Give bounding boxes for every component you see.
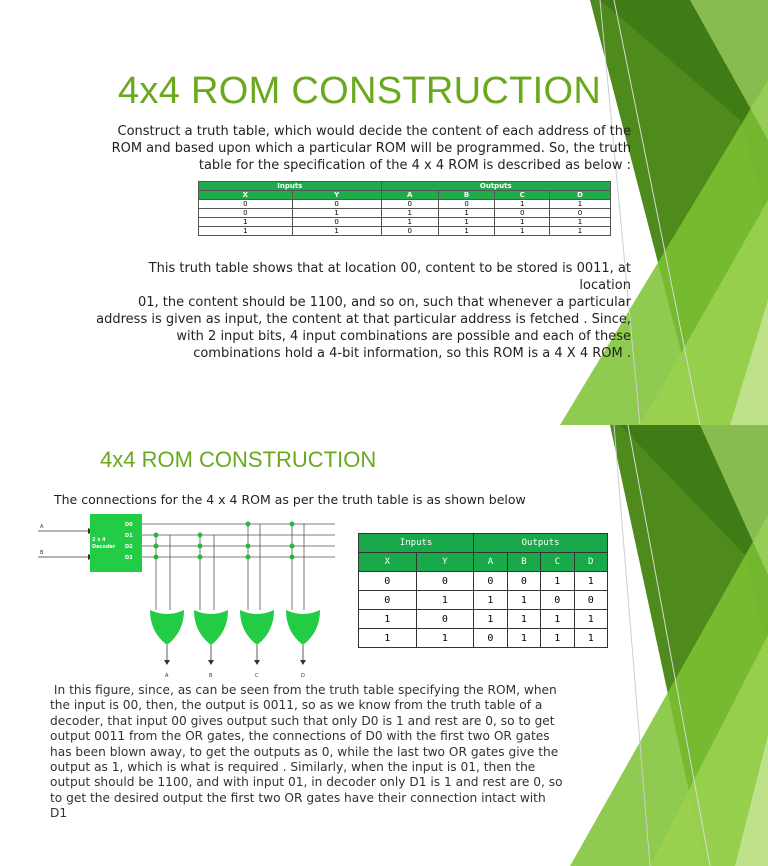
- table-row: [359, 572, 608, 591]
- decoder-block: [90, 514, 142, 572]
- table-cell: 1: [381, 209, 438, 218]
- slide-1-explanation: [95, 260, 631, 362]
- slide-2-subtitle: The connections for the 4 x 4 ROM as per the truth table is as shown below: [54, 492, 526, 507]
- explanation-line: has been blown away, to get the outputs as 0, while the last two OR gates give the: [50, 744, 559, 759]
- group-header-inputs: Inputs: [359, 534, 474, 553]
- column-header: X: [199, 191, 293, 200]
- table-row: [199, 209, 611, 218]
- decoder-output-label: D0: [125, 522, 133, 528]
- explanation-line: output 0011 from the OR gates, the connections of D0 with the first two OR gates: [50, 729, 550, 744]
- decoder-label-2: Decoder: [92, 544, 116, 550]
- table-cell: 1: [381, 218, 438, 227]
- table-cell: 1: [507, 591, 540, 610]
- table-cell: 0: [474, 572, 507, 591]
- table-cell: 0: [381, 200, 438, 209]
- table-row: [359, 591, 608, 610]
- table-cell: 1: [541, 629, 574, 648]
- intro-line: Construct a truth table, which would decide the content of each address of the: [117, 124, 631, 139]
- group-header-inputs: Inputs: [199, 182, 382, 191]
- table-cell: 0: [416, 572, 474, 591]
- explanation-line: address is given as input, the content at that particular address is fetched . Since,: [96, 312, 631, 327]
- explanation-line: the input is 00, then, the output is 0011, so as we know from the truth table of a: [50, 698, 543, 713]
- group-header-outputs: Outputs: [381, 182, 610, 191]
- or-gate: [286, 610, 320, 645]
- slide-1-title: 4x4 ROM CONSTRUCTION: [118, 70, 602, 112]
- table-cell: 1: [495, 200, 550, 209]
- table-cell: 0: [359, 591, 417, 610]
- table-cell: 1: [199, 218, 293, 227]
- table-row: [199, 200, 611, 209]
- table-cell: 0: [550, 209, 611, 218]
- table-cell: 0: [199, 209, 293, 218]
- table-cell: 1: [550, 218, 611, 227]
- column-header: C: [495, 191, 550, 200]
- input-label-b: B: [40, 550, 44, 556]
- table-cell: 1: [416, 629, 474, 648]
- table-cell: 0: [381, 227, 438, 236]
- table-cell: 1: [574, 572, 607, 591]
- decoder-label-1: 2 x 4: [92, 537, 106, 543]
- column-header: B: [507, 553, 540, 572]
- explanation-line: This truth table shows that at location 00, content to be stored is 0011, at location: [148, 261, 631, 293]
- table-cell: 1: [541, 610, 574, 629]
- table-cell: 0: [416, 610, 474, 629]
- slide-2-truth-table: [358, 533, 608, 648]
- decoder-output-label: D1: [125, 533, 133, 539]
- slide-1-intro: [98, 123, 631, 174]
- table-cell: 1: [507, 610, 540, 629]
- gate-output-label: D: [301, 673, 305, 679]
- slide-2: [0, 425, 768, 866]
- table-cell: 0: [292, 218, 381, 227]
- explanation-line: decoder, that input 00 gives output such that only D0 is 1 and rest are 0, so to get: [50, 713, 555, 728]
- table-cell: 0: [541, 591, 574, 610]
- gate-output-label: B: [209, 673, 213, 679]
- table-cell: 0: [438, 200, 494, 209]
- table-cell: 1: [438, 218, 494, 227]
- explanation-line: to get the desired output the first two OR gates have their connection intact with: [50, 790, 546, 805]
- explanation-line: with 2 input bits, 4 input combinations are possible and each of these: [176, 329, 631, 344]
- slide-1-truth-table: [198, 181, 611, 236]
- table-cell: 0: [495, 209, 550, 218]
- table-cell: 0: [292, 200, 381, 209]
- column-header: A: [381, 191, 438, 200]
- slide-1: [0, 0, 768, 425]
- decoder-output-label: D3: [125, 555, 133, 561]
- or-gate: [150, 610, 184, 645]
- slide-2-explanation: [50, 683, 595, 822]
- table-cell: 1: [495, 218, 550, 227]
- table-cell: 1: [550, 227, 611, 236]
- table-row: [199, 218, 611, 227]
- table-cell: 1: [541, 572, 574, 591]
- table-cell: 0: [474, 629, 507, 648]
- table-cell: 1: [574, 610, 607, 629]
- explanation-line: In this figure, since, as can be seen from the truth table specifying the ROM, when: [50, 683, 557, 697]
- table-cell: 1: [416, 591, 474, 610]
- rom-circuit-diagram: [30, 510, 340, 680]
- intro-line: ROM and based upon which a particular ROM will be programmed. So, the truth: [111, 141, 631, 156]
- table-row: [359, 610, 608, 629]
- or-gate: [194, 610, 228, 645]
- column-header: D: [550, 191, 611, 200]
- explanation-line: output should be 1100, and with input 01, in decoder only D1 is 1 and rest are 0, so: [50, 775, 563, 790]
- decoder-output-label: D2: [125, 544, 133, 550]
- table-cell: 1: [292, 209, 381, 218]
- table-cell: 1: [474, 610, 507, 629]
- intro-line: table for the specification of the 4 x 4 ROM is described as below :: [198, 158, 631, 173]
- table-cell: 1: [574, 629, 607, 648]
- table-row: [359, 629, 608, 648]
- explanation-line: output as 1, which is what is required . Similarly, when the input is 01, then the: [50, 760, 536, 775]
- column-header: D: [574, 553, 607, 572]
- group-header-outputs: Outputs: [474, 534, 608, 553]
- column-header: Y: [292, 191, 381, 200]
- table-cell: 1: [474, 591, 507, 610]
- table-cell: 1: [507, 629, 540, 648]
- table-cell: 1: [550, 200, 611, 209]
- column-header: X: [359, 553, 417, 572]
- input-label-a: A: [40, 524, 44, 530]
- table-cell: 1: [359, 629, 417, 648]
- table-cell: 0: [359, 572, 417, 591]
- explanation-line: combinations hold a 4-bit information, so this ROM is a 4 X 4 ROM .: [193, 346, 631, 361]
- table-row: [199, 227, 611, 236]
- table-cell: 1: [495, 227, 550, 236]
- or-gate: [240, 610, 274, 645]
- table-cell: 1: [199, 227, 293, 236]
- column-header: C: [541, 553, 574, 572]
- table-cell: 1: [438, 227, 494, 236]
- table-cell: 0: [574, 591, 607, 610]
- table-cell: 0: [199, 200, 293, 209]
- column-header: B: [438, 191, 494, 200]
- gate-output-label: A: [165, 673, 169, 679]
- column-header: A: [474, 553, 507, 572]
- table-cell: 0: [507, 572, 540, 591]
- slide-2-title: 4x4 ROM CONSTRUCTION: [100, 447, 377, 472]
- table-cell: 1: [438, 209, 494, 218]
- table-cell: 1: [359, 610, 417, 629]
- gate-output-label: C: [255, 673, 259, 679]
- column-header: Y: [416, 553, 474, 572]
- explanation-line: D1: [50, 806, 68, 821]
- table-cell: 1: [292, 227, 381, 236]
- explanation-line: 01, the content should be 1100, and so on, such that whenever a particular: [137, 295, 631, 310]
